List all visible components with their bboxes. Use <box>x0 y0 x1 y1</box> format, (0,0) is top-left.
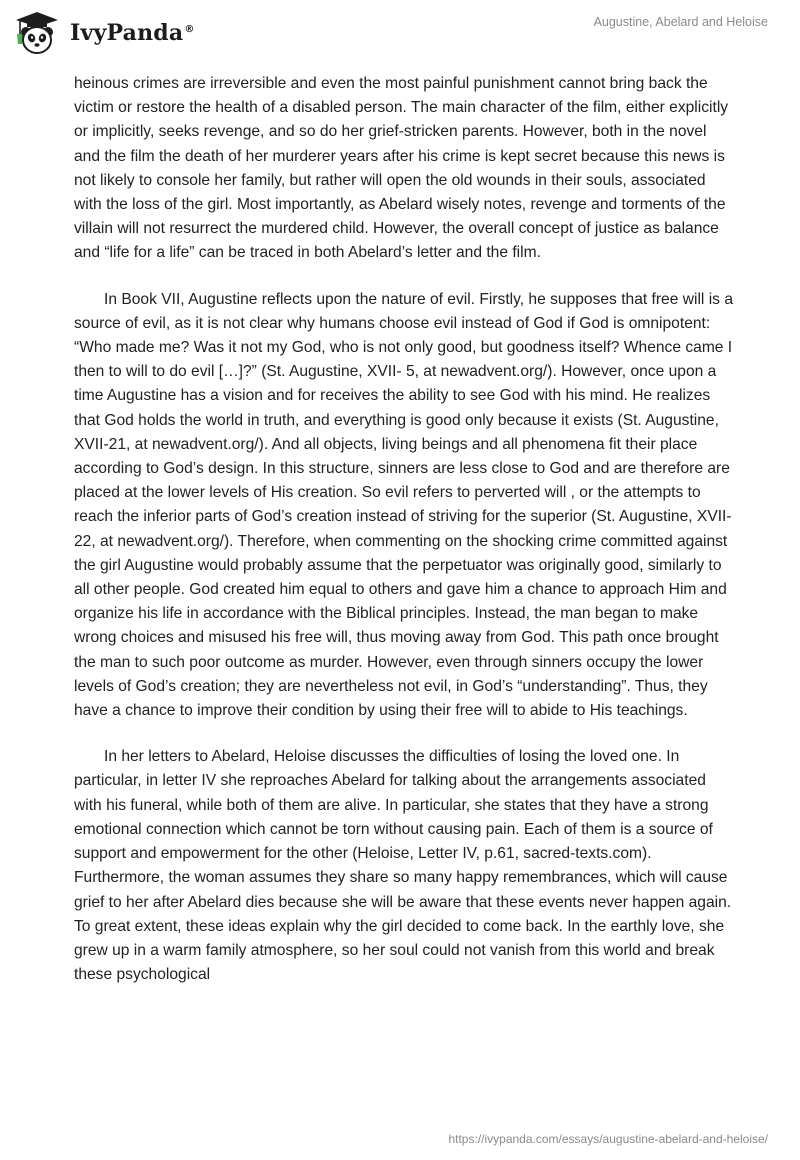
paragraph-1: heinous crimes are irreversible and even the most painful punishment cannot bring back the victim or restore the health of a disabled person. The main character of the film, either explicitly or implicitly, seeks revenge, and so do her grief-stricken parents. However, both in the novel and the film the death of her murderer years after his crime is kept secret because this news is not likely to console her family, but rather will open the old wounds in their souls, associated with the loss of the girl. Most importantly, as Abelard wisely notes, revenge and torments of the villain will not resurrect the murdered child. However, the overall concept of justice as balance and “life for a life” can be traced in both Abelard’s letter and the film. <box>74 75 729 262</box>
paragraph-3: In her letters to Abelard, Heloise discusses the difficulties of losing the loved one. In particular, in letter IV she reproaches Abelard for talking about the arrangements associated with his funeral, while both of them are alive. In particular, she states that they have a strong emotional connection which cannot be torn without causing pain. Each of them is a source of support and empowerment for the other (Heloise, Letter IV, p.61, sacred-texts.com). Furthermore, the woman assumes they share so many happy remembrances, which will cause grief to her after Abelard dies because she will be aware that these events never happen again. To great extent, these ideas explain why the girl decided to come back. In the earthly love, she grew up in a warm family atmosphere, so her soul could not vanish from this world and break these psychological <box>74 748 732 984</box>
document-title: Augustine, Abelard and Heloise <box>593 15 768 29</box>
essay-body <box>74 72 734 1009</box>
source-url[interactable]: https://ivypanda.com/essays/augustine-abelard-and-heloise/ <box>448 1132 768 1146</box>
brand-name <box>70 20 195 46</box>
panda-graduate-logo-icon <box>14 10 60 56</box>
brand-logo[interactable] <box>14 10 195 56</box>
page-header <box>0 0 800 70</box>
brand-name-text: IvyPanda <box>70 20 184 46</box>
registered-mark: ® <box>184 23 195 35</box>
paragraph-2: In Book VII, Augustine reflects upon the nature of evil. Firstly, he supposes that free will is a source of evil, as it is not clear why humans choose evil instead of God if God is omnipotent: “Who made me? Was it not my God, who is not only good, but goodness itself? Whence came I then to will to do evil […]?” (St. Augustine, XVII- 5, at newadvent.org/). However, once upon a time Augustine has a vision and for receives the ability to see God with his mind. He realizes that God holds the world in truth, and everything is good only because it exists (St. Augustine, XVII-21, at newadvent.org/). And all objects, living beings and all phenomena fit their place according to God’s design. In this structure, sinners are less close to God and are therefore are placed at the lower levels of His creation. So evil refers to perverted will , or the attempts to reach the inferior parts of God’s creation instead of striving for the superior (St. Augustine, XVII-22, at newadvent.org/). Therefore, when commenting on the shocking crime committed against the girl Augustine would probably assume that the perpetuator was originally good, similarly to all other people. God created him equal to others and gave him a chance to approach Him and organize his life in accordance with the Biblical principles. Instead, the man began to make wrong choices and misused his free will, thus moving away from God. This path once brought the man to such poor outcome as murder. However, even through sinners occupy the lower levels of God’s creation; they are nevertheless not evil, in God’s “understanding”. Thus, they have a chance to improve their condition by using their free will to abide to His teachings. <box>74 290 733 720</box>
